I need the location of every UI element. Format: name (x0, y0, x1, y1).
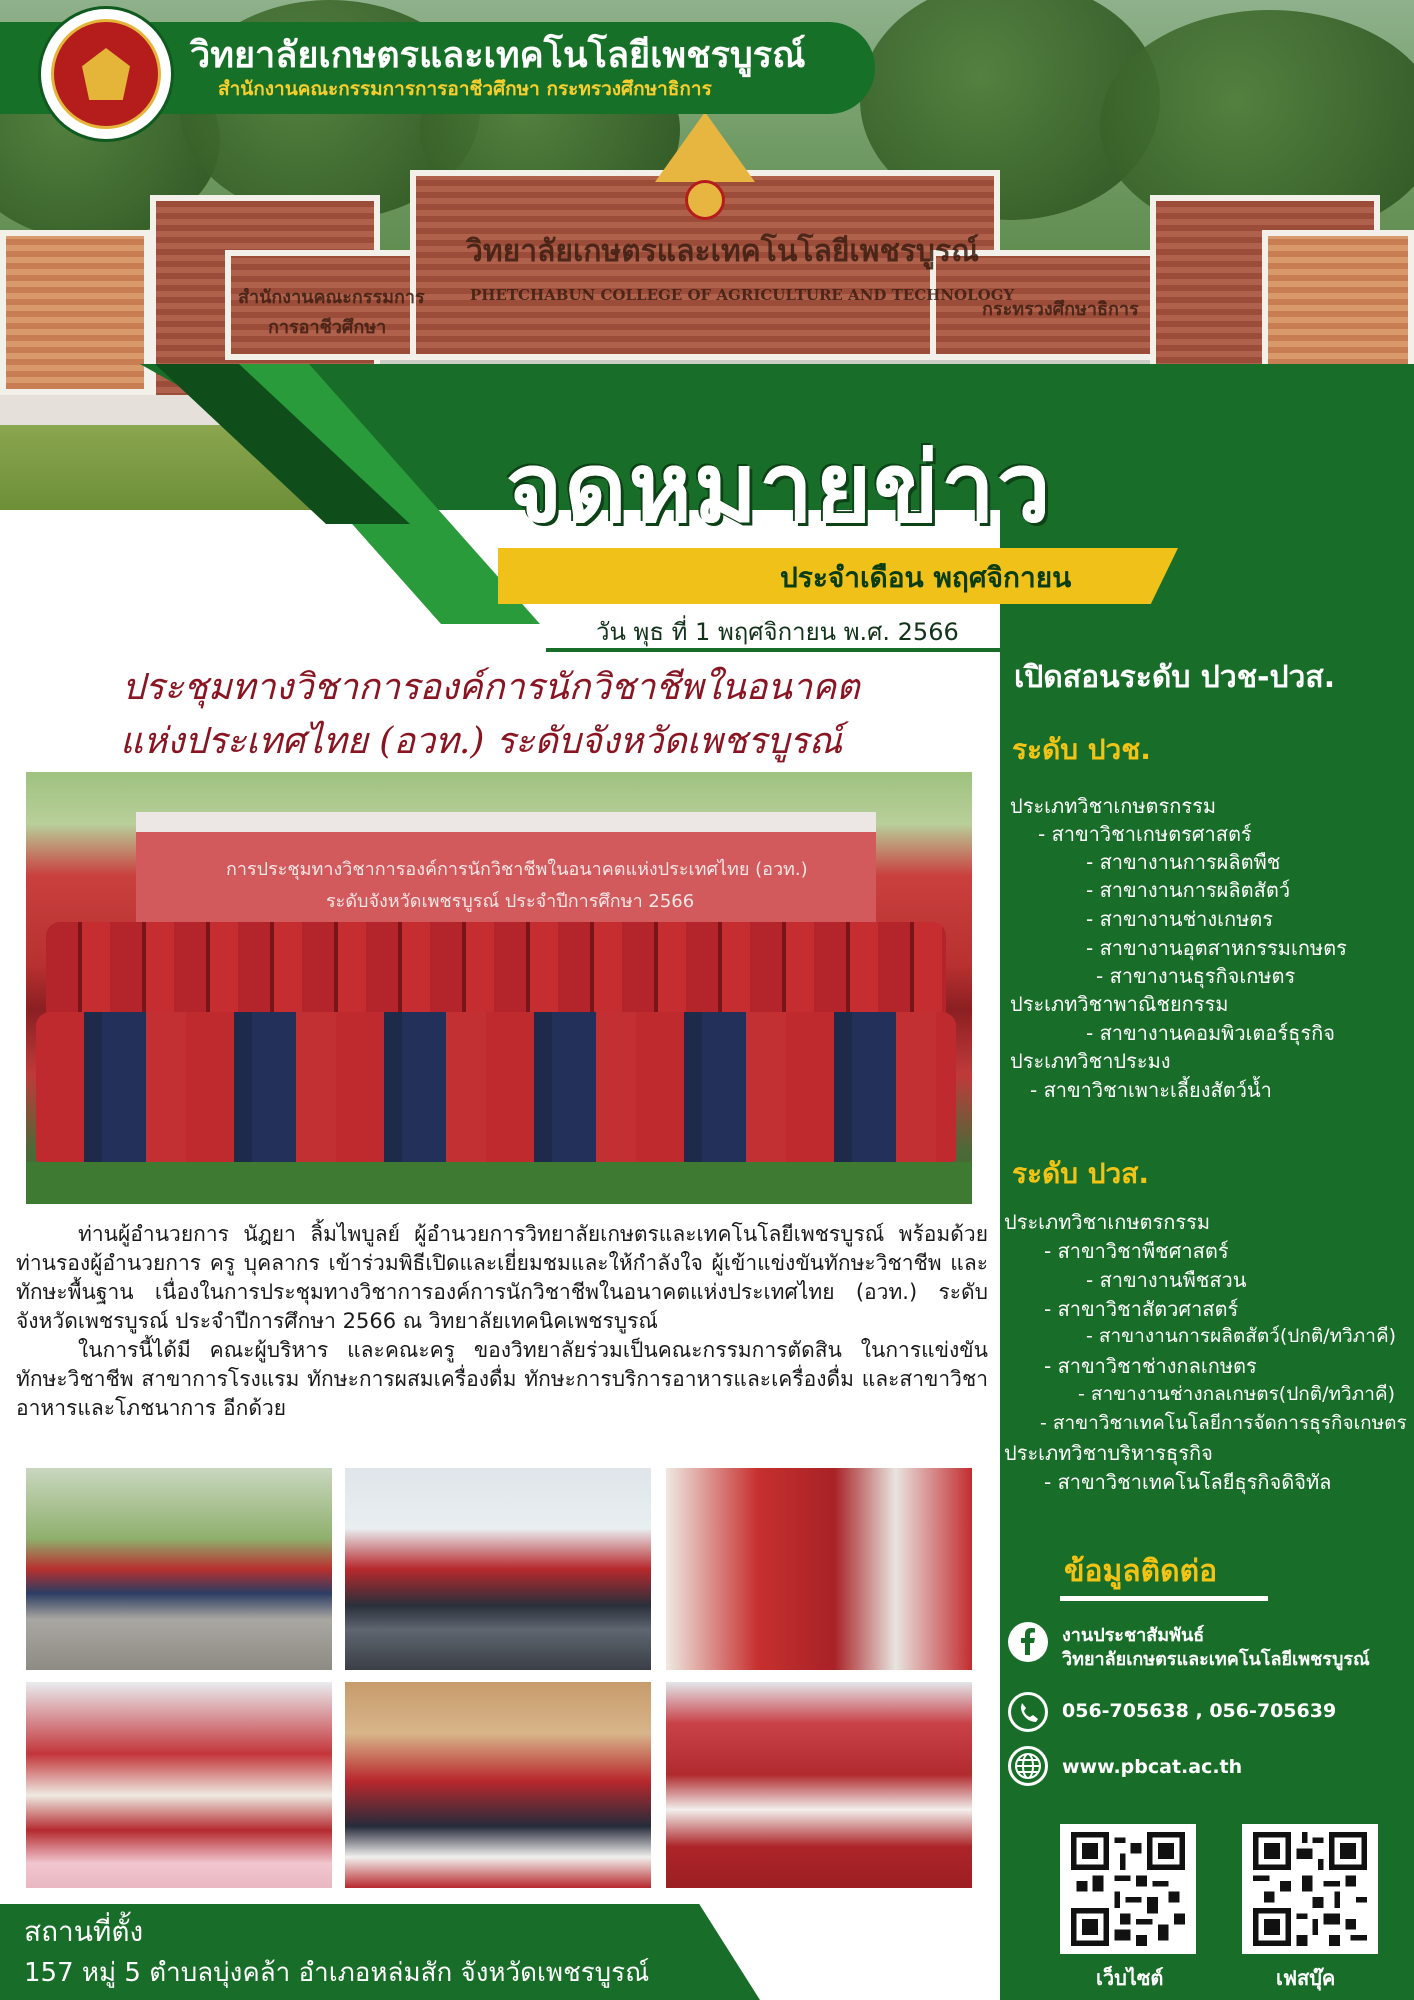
pvc-item: - สาขาวิชาเพาะเลี้ยงสัตว์น้ำ (1030, 1078, 1272, 1102)
college-name: วิทยาลัยเกษตรและเทคโนโลยีเพชรบูรณ์ (190, 35, 806, 76)
qr-facebook-label: เฟสบุ๊ค (1276, 1966, 1336, 1990)
pvs-item: - สาขาวิชาช่างกลเกษตร (1044, 1354, 1257, 1378)
facebook-icon (1008, 1622, 1048, 1662)
main-group-photo: การประชุมทางวิชาการองค์การนักวิชาชีพในอนาคตแห่งประเทศไทย (อวท.) ระดับจังหวัดเพชรบูรณ์ ประจำปีการศึกษา 2566 (26, 772, 972, 1204)
article-headline-line1: ประชุมทางวิชาการองค์การนักวิชาชีพในอนาคต (122, 667, 860, 708)
pvc-item: - สาขางานการผลิตสัตว์ (1086, 878, 1291, 902)
agency-name: สำนักงานคณะกรรมการการอาชีวศึกษา กระทรวงศึกษาธิการ (218, 78, 712, 100)
pvc-item: ประเภทวิชาเกษตรกรรม (1010, 794, 1217, 818)
phone-number: 056-705638 , 056-705639 (1062, 1700, 1337, 1722)
article-body (16, 1220, 988, 1423)
article-headline-line2: แห่งประเทศไทย (อวท.) ระดับจังหวัดเพชรบูรณ์ (120, 721, 843, 762)
qr-code-website[interactable] (1060, 1824, 1196, 1954)
gallery-photo-3 (666, 1468, 972, 1670)
pvc-level-title: ระดับ ปวช. (1012, 733, 1151, 766)
hero-campus-photo: วิทยาลัยเกษตรและเทคโนโลยีเพชรบูรณ์ PHETCHABUN COLLEGE OF AGRICULTURE AND TECHNOLOGY สำนักงานคณะกรรมการ การอาชีวศึกษา กระทรวงศึกษาธิการ (0, 0, 1414, 510)
pvc-item: - สาขางานคอมพิวเตอร์ธุรกิจ (1086, 1021, 1335, 1045)
article-paragraph-2: ในการนี้ได้มี คณะผู้บริหาร และคณะครู ของวิทยาลัยร่วมเป็นคณะกรรมการตัดสิน ในการแข่งขันทักษะวิชาชีพ สาขาการโรงแรม ทักษะการผสมเครื่องดื่ม ทักษะการบริการอาหารและเครื่องดื่ม และสาขาวิชาอาหารและโภชนาการ อีกด้วย (16, 1338, 988, 1420)
facebook-page-line2: วิทยาลัยเกษตรและเทคโนโลยีเพชรบูรณ์ (1062, 1649, 1370, 1670)
pvc-item: - สาขางานช่างเกษตร (1086, 907, 1274, 931)
pvs-item: - สาขาวิชาเทคโนโลยีธุรกิจดิจิทัล (1044, 1470, 1332, 1494)
college-logo (38, 6, 174, 142)
gallery-photo-1 (26, 1468, 332, 1670)
pvs-item: ประเภทวิชาเกษตรกรรม (1004, 1210, 1211, 1234)
gallery-photo-4 (26, 1682, 332, 1888)
date-underline (546, 648, 1000, 652)
gallery-photo-5 (345, 1682, 651, 1888)
sidebar-heading: เปิดสอนระดับ ปวช-ปวส. (1014, 660, 1336, 695)
sidebar-background-top (1270, 364, 1414, 510)
qr-code-facebook[interactable] (1242, 1824, 1378, 1954)
pvc-item: ประเภทวิชาประมง (1010, 1049, 1171, 1073)
pvs-level-title: ระดับ ปวส. (1012, 1157, 1150, 1190)
pvc-item: ประเภทวิชาพาณิชยกรรม (1010, 992, 1229, 1016)
gallery-photo-2 (345, 1468, 651, 1670)
globe-icon (1008, 1746, 1048, 1786)
location-title: สถานที่ตั้ง (24, 1915, 144, 1948)
pvs-item: - สาขาวิชาเทคโนโลยีการจัดการธุรกิจเกษตร (1040, 1412, 1407, 1434)
article-paragraph-1: ท่านผู้อำนวยการ นัฎยา ลิ้มไพบูลย์ ผู้อำนวยการวิทยาลัยเกษตรและเทคโนโลยีเพชรบูรณ์ พร้อมด้วยท่านรองผู้อำนวยการ ครู บุคลากร เข้าร่วมพิธีเปิดและเยี่ยมชมและให้กำลังใจ ผู้เข้าแข่งขันทักษะวิชาชีพ และทักษะพื้นฐาน เนื่องในการประชุมทางวิชาการองค์การนักวิชาชีพในอนาคตแห่งประเทศไทย (อวท.) ระดับจังหวัดเพชรบูรณ์ ประจำปีการศึกษา 2566 ณ วิทยาลัยเทคนิคเพชรบูรณ์ (16, 1222, 988, 1333)
contact-underline (1060, 1596, 1268, 1601)
location-address: 157 หมู่ 5 ตำบลบุ่งคล้า อำเภอหล่มสัก จังหวัดเพชรบูรณ์ (24, 1958, 650, 1988)
newsletter-title: จดหมายข่าว (506, 432, 1053, 544)
pvs-item: - สาขางานช่างกลเกษตร(ปกติ/ทวิภาคี) (1078, 1383, 1396, 1405)
newsletter-month: ประจำเดือน พฤศจิกายน (780, 561, 1072, 594)
pvs-item: - สาขาวิชาพืชศาสตร์ (1044, 1239, 1229, 1263)
pvs-item: - สาขาวิชาสัตวศาสตร์ (1044, 1297, 1239, 1321)
newsletter-date: วัน พุธ ที่ 1 พฤศจิกายน พ.ศ. 2566 (596, 618, 959, 646)
gallery-photo-6 (666, 1682, 972, 1888)
qr-website-label: เว็บไซต์ (1096, 1966, 1164, 1990)
pvc-item: - สาขางานอุตสาหกรรมเกษตร (1086, 936, 1347, 960)
facebook-page-line1: งานประชาสัมพันธ์ (1062, 1625, 1205, 1646)
phone-icon (1008, 1692, 1048, 1732)
pvs-item: - สาขางานการผลิตสัตว์(ปกติ/ทวิภาคี) (1086, 1325, 1397, 1347)
pvs-item: - สาขางานพืชสวน (1086, 1268, 1247, 1292)
pvc-item: - สาขาวิชาเกษตรศาสตร์ (1038, 822, 1252, 846)
pvc-item: - สาขางานการผลิตพืช (1086, 850, 1281, 874)
website-url: www.pbcat.ac.th (1062, 1756, 1243, 1778)
contact-heading: ข้อมูลติดต่อ (1064, 1554, 1218, 1589)
pvs-item: ประเภทวิชาบริหารธุรกิจ (1004, 1441, 1213, 1465)
pvc-item: - สาขางานธุรกิจเกษตร (1096, 964, 1296, 988)
